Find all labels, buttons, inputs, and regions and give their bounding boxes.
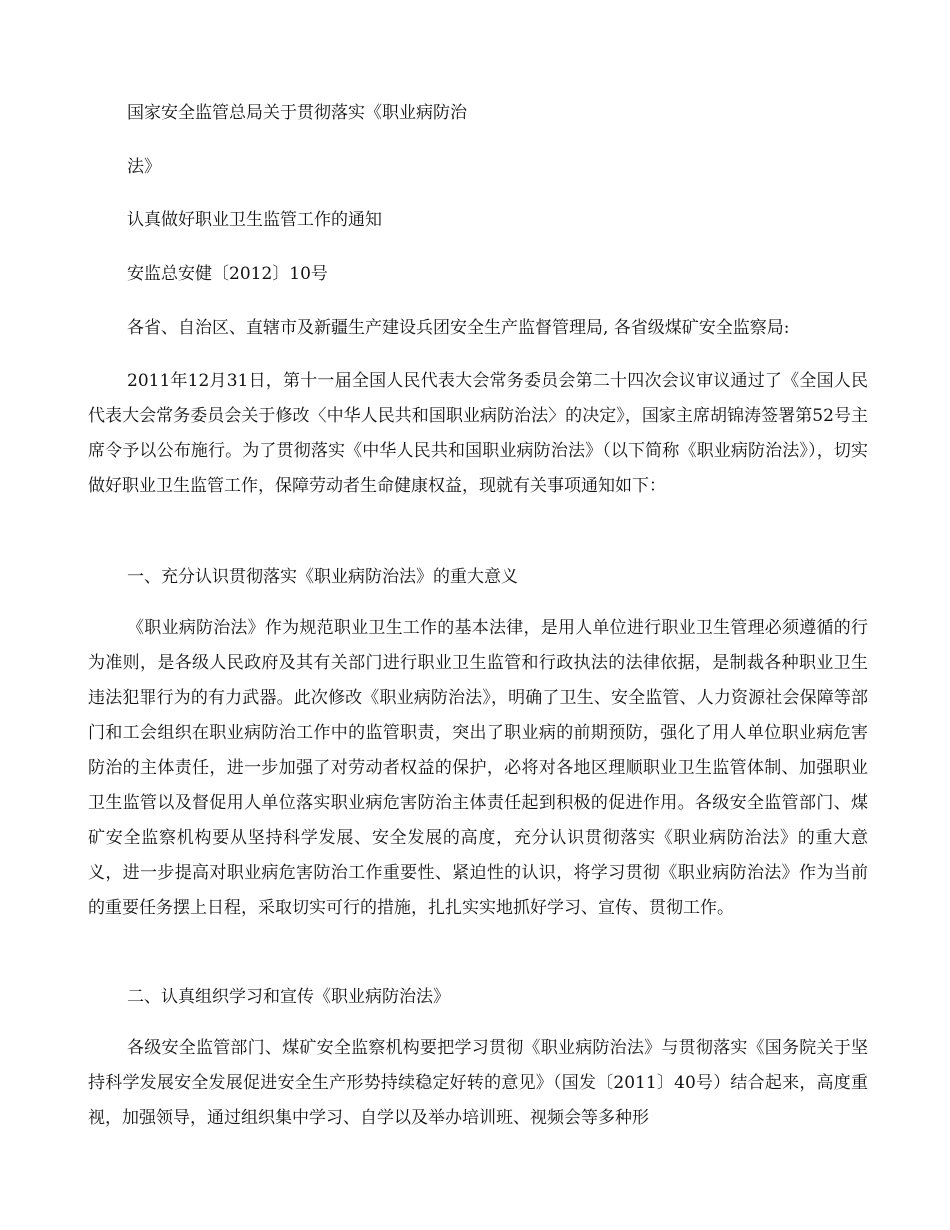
- section-2-heading: 二、认真组织学习和宣传《职业病防治法》: [127, 987, 450, 1007]
- title-line-3: 认真做好职业卫生监管工作的通知: [127, 210, 382, 230]
- section-1-paragraph: 《职业病防治法》作为规范职业卫生工作的基本法律，是用人单位进行职业卫生管理必须遵循的行为准则，是各级人民政府及其有关部门进行职业卫生监管和行政执法的法律依据，是制裁各种职业卫生违法犯罪行为的有力武器。此次修改《职业病防治法》，明确了卫生、安全监管、人力资源社会保障等部门和工会组织在职业病防治工作中的监管职责，突出了职业病的前期预防，强化了用人单位职业病危害防治的主体责任，进一步加强了对劳动者权益的保护，必将对各地区理顺职业卫生监管体制、加强职业卫生监管以及督促用人单位落实职业病危害防治主体责任起到积极的促进作用。各级安全监管部门、煤矿安全监察机构要从坚持科学发展、安全发展的高度，充分认识贯彻落实《职业病防治法》的重大意义，进一步提高对职业病危害防治工作重要性、紧迫性的认识，将学习贯彻《职业病防治法》作为当前的重要任务摆上日程，采取切实可行的措施，扎扎实实地抓好学习、宣传、贯彻工作。: [88, 618, 868, 918]
- title-line-1: 国家安全监管总局关于贯彻落实《职业病防治: [127, 103, 467, 123]
- addressee: 各省、自治区、直辖市及新疆生产建设兵团安全生产监督管理局, 各省级煤矿安全监察局:: [127, 318, 790, 338]
- title-line-2: 法》: [127, 157, 161, 177]
- section-2-paragraph: 各级安全监管部门、煤矿安全监察机构要把学习贯彻《职业病防治法》与贯彻落实《国务院关于坚持科学发展安全发展促进安全生产形势持续稳定好转的意见》（国发〔2011〕40号）结合起来，高度重视，加强领导，通过组织集中学习、自学以及举办培训班、视频会等多种形: [88, 1038, 868, 1128]
- document-number: 安监总安健〔2012〕10号: [127, 264, 328, 284]
- intro-paragraph: 2011年12月31日，第十一届全国人民代表大会常务委员会第二十四次会议审议通过了《全国人民代表大会常务委员会关于修改〈中华人民共和国职业病防治法〉的决定》，国家主席胡锦涛签署第52号主席令予以公布施行。为了贯彻落实《中华人民共和国职业病防治法》（以下简称《职业病防治法》），切实做好职业卫生监管工作，保障劳动者生命健康权益，现就有关事项通知如下：: [88, 371, 868, 496]
- section-1-heading: 一、充分认识贯彻落实《职业病防治法》的重大意义: [127, 567, 518, 587]
